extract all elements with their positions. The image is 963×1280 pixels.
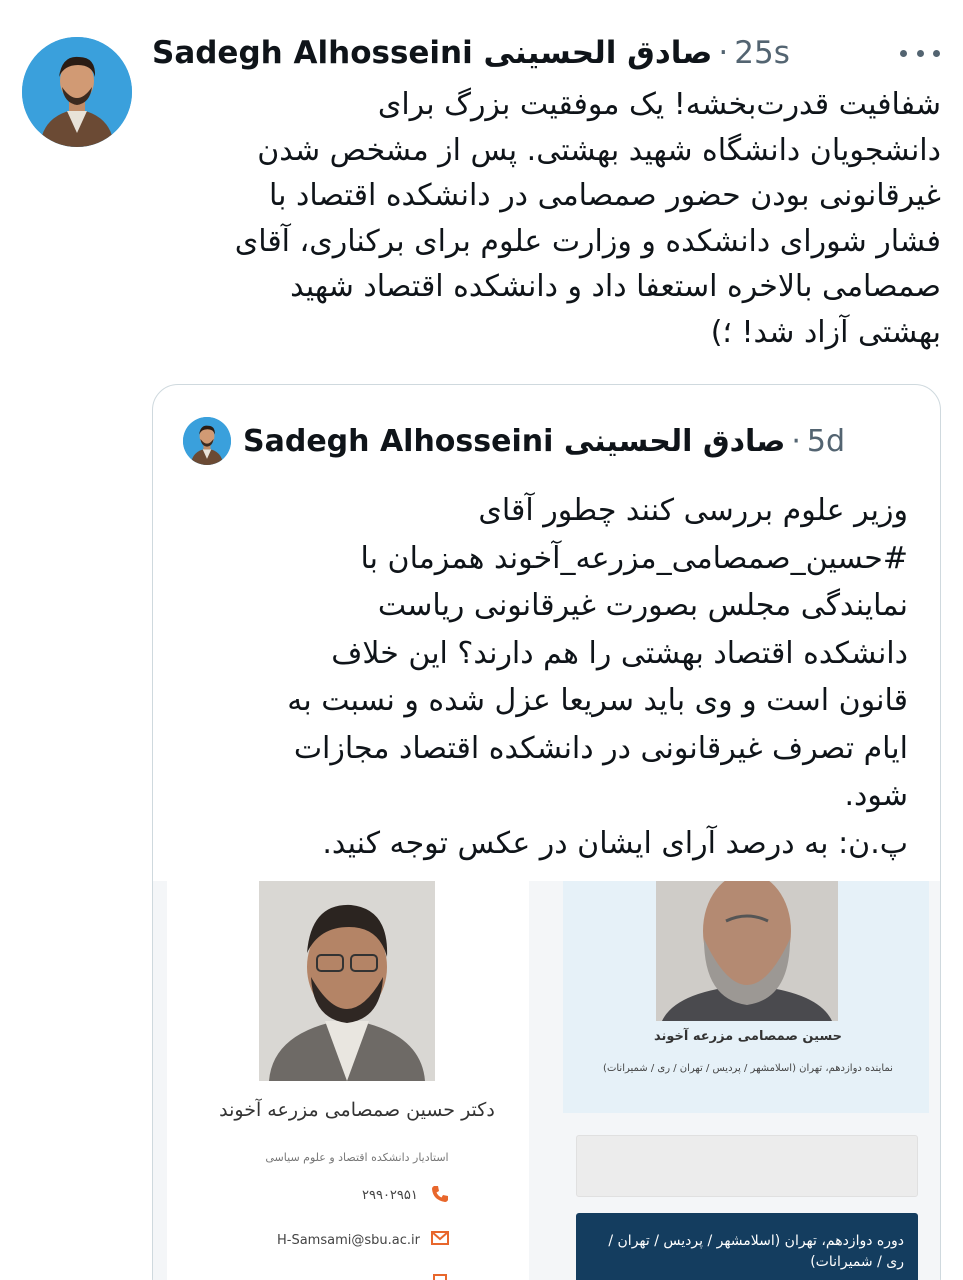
quote-text: وزیر علوم بررسی کنند چطور آقای #حسین_صمصامی_مزرعه_آخوند همزمان با نمایندگی مجلس بصورت غیرقانونی ریاست دانشکده اقتصاد بهشتی را هم دارند؟ این خلاف قانون است و وی باید سریعا عزل شده و نسبت به ایام تصرف غیرقانونی در دانشکده اقتصاد مجازات شود. پ.ن: به درصد آرای ایشان در عکس توجه کنید. xyxy=(287,493,908,861)
portrait-icon xyxy=(656,881,838,1021)
avatar-portrait-icon xyxy=(22,37,132,147)
tweet-header xyxy=(152,30,790,76)
professor-phone: ۲۹۹۰۲۹۵۱ xyxy=(362,1188,418,1203)
more-dot xyxy=(900,50,907,57)
profile-card-parliament xyxy=(563,881,929,1113)
professor-photo xyxy=(259,881,435,1081)
more-dot xyxy=(917,50,924,57)
more-icon[interactable] xyxy=(900,38,940,68)
author-avatar[interactable] xyxy=(22,37,132,147)
avatar-portrait-icon xyxy=(183,417,231,465)
mail-icon xyxy=(429,1227,451,1249)
quote-timestamp[interactable]: 5d xyxy=(806,423,846,459)
quote-header xyxy=(243,419,845,463)
document-icon xyxy=(429,1271,451,1280)
profile-card-university xyxy=(167,881,529,1280)
professor-name: دکتر حسین صمصامی مزرعه آخوند xyxy=(219,1099,495,1121)
professor-title: استادیار دانشکده اقتصاد و علوم سیاسی xyxy=(265,1151,449,1164)
author-name[interactable]: Sadegh Alhosseini صادق الحسینی xyxy=(152,35,713,71)
term-info-box xyxy=(576,1213,918,1280)
more-dot xyxy=(933,50,940,57)
term-info-text: دوره دوازدهم، تهران (اسلامشهر / پردیس / تهران / ری / شمیرانات) xyxy=(608,1233,904,1270)
separator-dot: · xyxy=(718,35,729,71)
quote-media-image[interactable] xyxy=(153,881,941,1280)
quoted-tweet[interactable] xyxy=(152,384,941,1280)
tweet-text: شفافیت قدرت‌بخشه! یک موفقیت بزرگ برای دانشجویان دانشگاه شهید بهشتی. پس از مشخص شدن غیرقانونی بودن حضور صمصامی در دانشکده اقتصاد با فشار شورای دانشکده و وزارت علوم برای برکناری، آقای صمصامی بالاخره استعفا داد و دانشکده اقتصاد شهید بهشتی آزاد شد! ؛) xyxy=(234,87,941,350)
quote-author-avatar[interactable] xyxy=(183,417,231,465)
professor-email: H-Samsami@sbu.ac.ir xyxy=(277,1233,420,1248)
mp-photo xyxy=(656,881,838,1021)
mp-subtitle: نماینده دوازدهم، تهران (اسلامشهر / پردیس / تهران / ری / شمیرانات) xyxy=(603,1063,893,1074)
tweet-timestamp[interactable]: 25s xyxy=(734,35,790,71)
separator-dot: · xyxy=(791,423,801,459)
quote-author-name[interactable]: Sadegh Alhosseini صادق الحسینی xyxy=(243,423,786,459)
phone-icon xyxy=(429,1183,451,1205)
mp-name: حسین صمصامی مزرعه آخوند xyxy=(653,1029,843,1044)
portrait-icon xyxy=(259,881,435,1081)
placeholder-box xyxy=(576,1135,918,1197)
